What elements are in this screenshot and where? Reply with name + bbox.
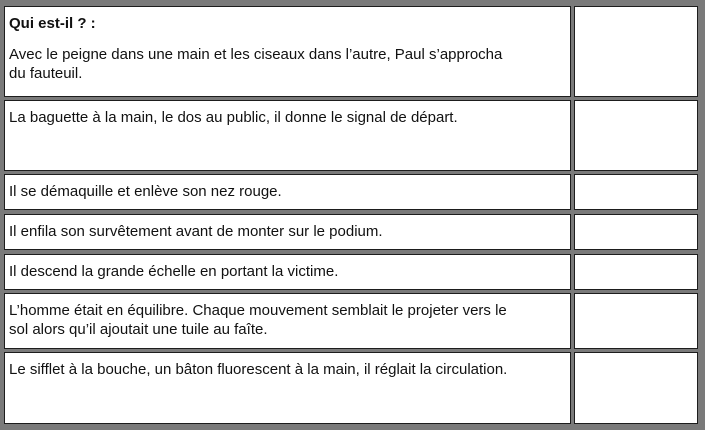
clue-cell-4 — [4, 214, 571, 250]
clue-7-line-1: Le sifflet à la bouche, un bâton fluorescent à la main, il réglait la circulation. — [9, 361, 508, 378]
answer-cell-3 — [574, 174, 698, 210]
answer-cell-2 — [574, 100, 698, 171]
clue-cell-7 — [4, 352, 571, 424]
clue-cell-5 — [4, 254, 571, 290]
answer-cell-6 — [574, 293, 698, 349]
clue-4-line-1: Il enfila son survêtement avant de monter sur le podium. — [9, 223, 383, 240]
clue-6-line-1: L’homme était en équilibre. Chaque mouvement semblait le projeter vers le — [9, 302, 507, 319]
answer-cell-7 — [574, 352, 698, 424]
clue-5-line-1: Il descend la grande échelle en portant la victime. — [9, 263, 339, 280]
clue-cell-6 — [4, 293, 571, 349]
clue-cell-1 — [4, 6, 571, 97]
answer-cell-5 — [574, 254, 698, 290]
clue-cell-2 — [4, 100, 571, 171]
answer-cell-1 — [574, 6, 698, 97]
clue-6-line-2: sol alors qu’il ajoutait une tuile au faîte. — [9, 321, 268, 338]
answer-cell-4 — [574, 214, 698, 250]
clue-3-line-1: Il se démaquille et enlève son nez rouge. — [9, 183, 282, 200]
clue-2-line-1: La baguette à la main, le dos au public, il donne le signal de départ. — [9, 109, 458, 126]
clue-1-line-2: du fauteuil. — [9, 65, 83, 82]
clue-1-line-1: Avec le peigne dans une main et les ciseaux dans l’autre, Paul s’approcha — [9, 46, 503, 63]
clue-cell-3 — [4, 174, 571, 210]
question-heading: Qui est-il ? : — [9, 15, 96, 32]
